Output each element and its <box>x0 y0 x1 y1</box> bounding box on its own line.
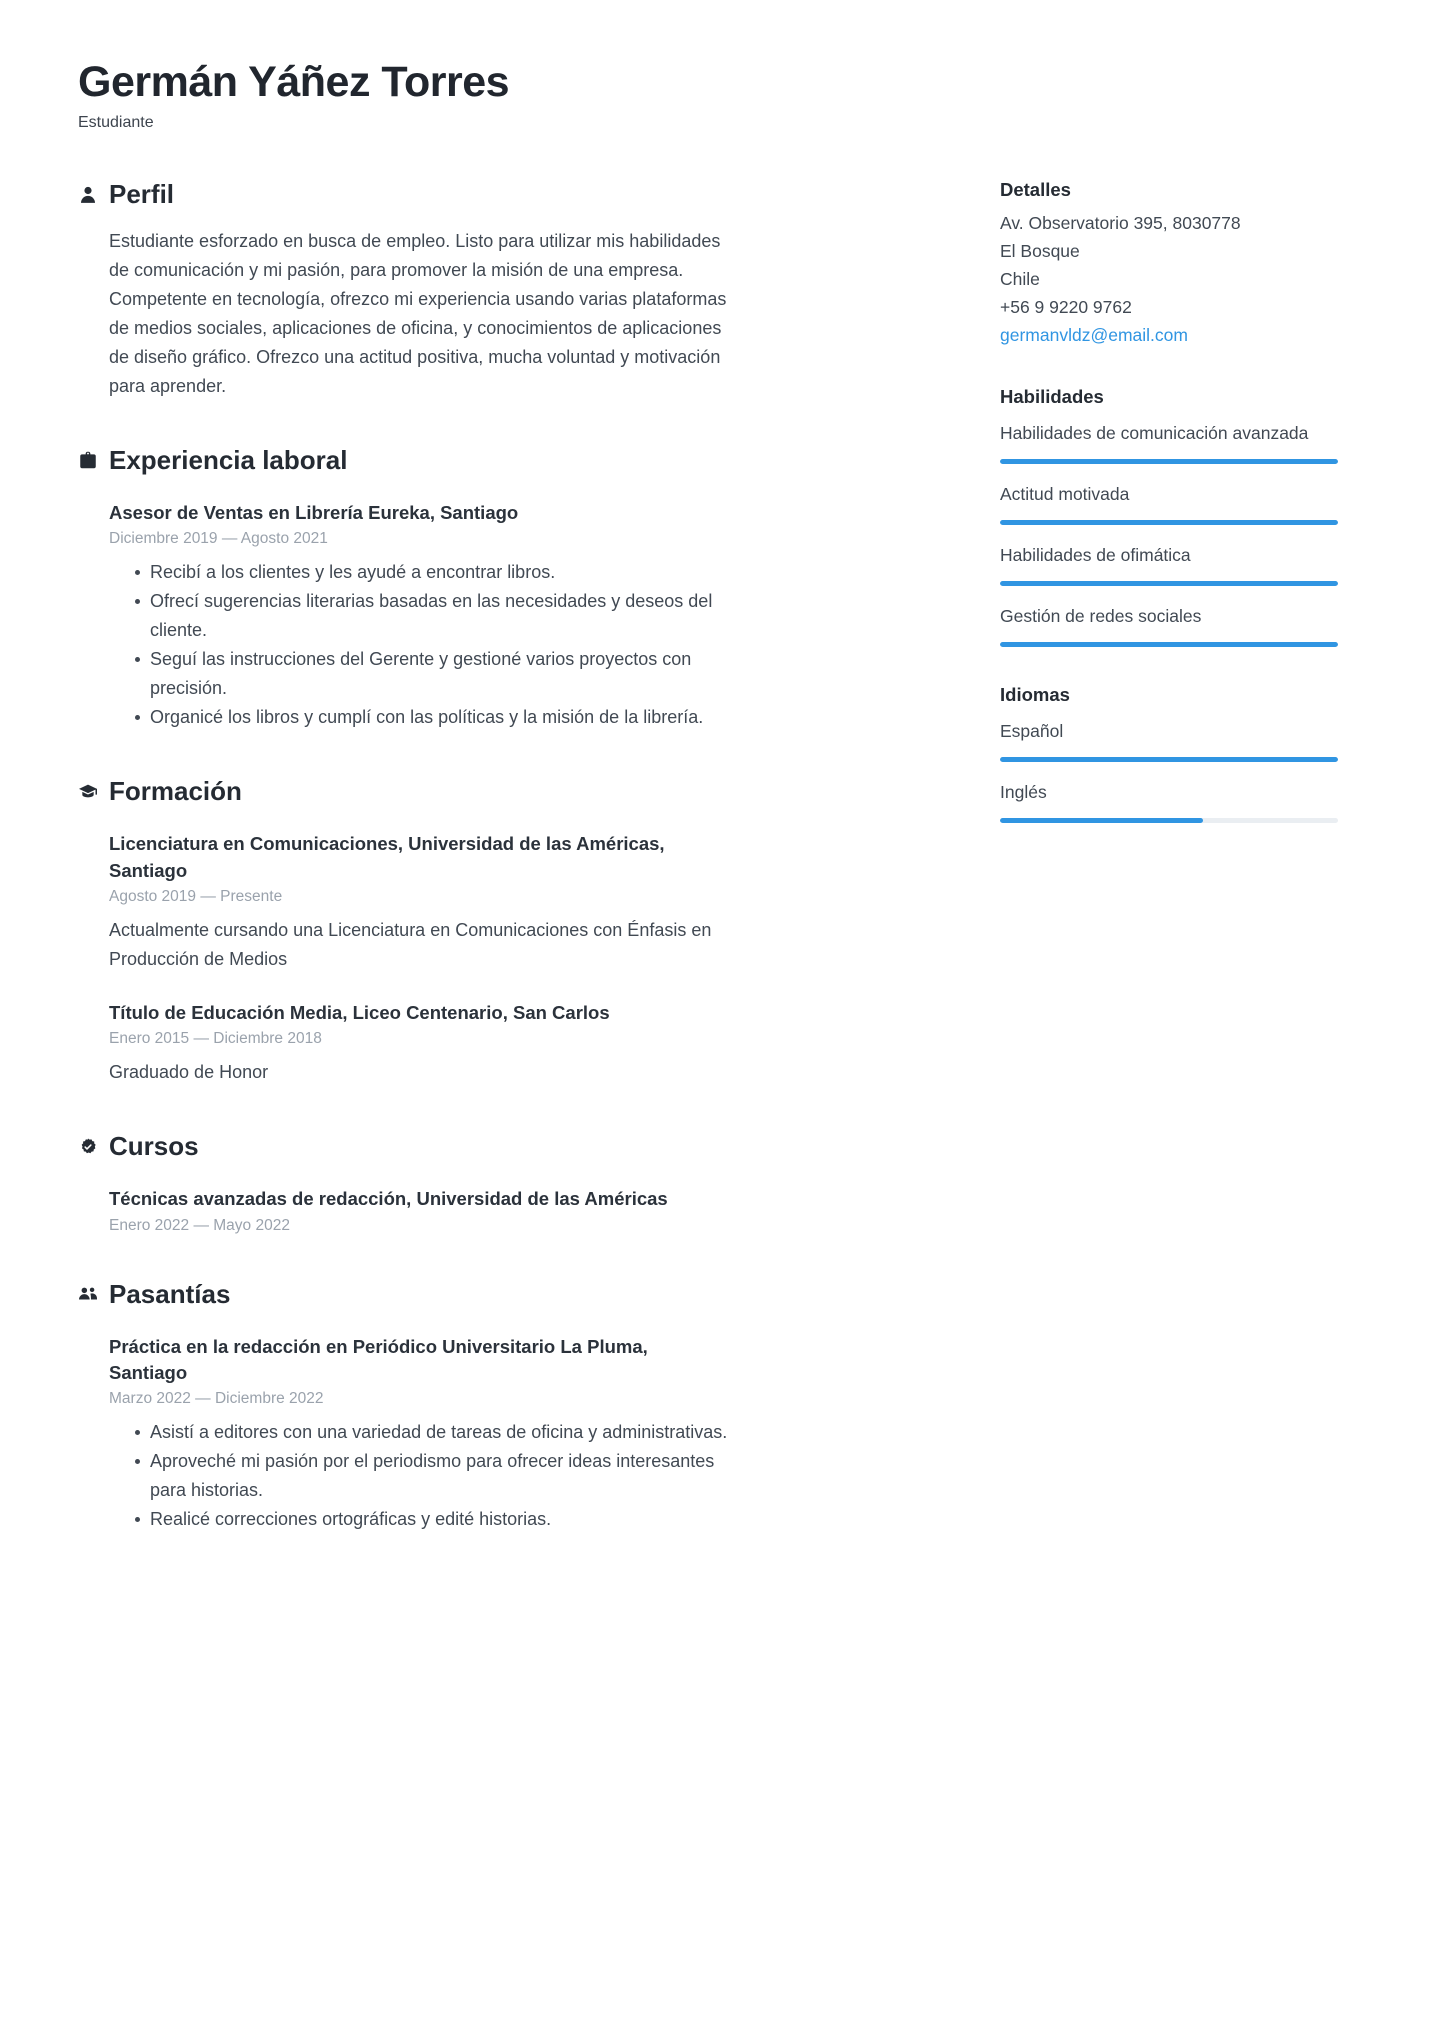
section-experiencia <box>78 445 740 732</box>
skill-label: Habilidades de comunicación avanzada <box>1000 423 1309 444</box>
skill-label: Actitud motivada <box>1000 484 1130 505</box>
address-line: Av. Observatorio 395, 8030778 <box>1000 213 1241 234</box>
sidebar <box>1000 179 1338 1534</box>
education-item-dates: Agosto 2019 — Presente <box>109 887 283 905</box>
experience-item <box>109 500 740 732</box>
language-bar <box>1000 757 1338 762</box>
skill-item <box>1000 481 1338 525</box>
experience-item-dates: Diciembre 2019 — Agosto 2021 <box>109 530 328 548</box>
skill-label: Gestión de redes sociales <box>1000 606 1202 627</box>
education-item <box>109 1000 740 1087</box>
skill-bar-fill <box>1000 520 1338 525</box>
certificate-badge-icon <box>78 1137 98 1157</box>
sidebar-heading-detalles: Detalles <box>1000 179 1071 201</box>
sidebar-section-habilidades <box>1000 386 1338 647</box>
skill-bar-fill <box>1000 581 1338 586</box>
skill-bar <box>1000 581 1338 586</box>
education-item-title: Licenciatura en Comunicaciones, Universidad de las Américas, Santiago <box>109 833 665 881</box>
graduation-cap-icon <box>78 782 98 802</box>
skill-item <box>1000 603 1338 647</box>
language-item <box>1000 779 1338 823</box>
language-bar <box>1000 818 1338 823</box>
course-item <box>109 1186 740 1234</box>
course-item-dates: Enero 2022 — Mayo 2022 <box>109 1216 290 1234</box>
bullet-item: Realicé correcciones ortográficas y edité historias. <box>135 1505 740 1534</box>
sidebar-section-idiomas <box>1000 684 1338 823</box>
internship-item <box>109 1334 740 1535</box>
people-icon <box>78 1284 98 1304</box>
address-line: El Bosque <box>1000 241 1080 262</box>
education-item-dates: Enero 2015 — Diciembre 2018 <box>109 1030 322 1048</box>
perfil-body: Estudiante esforzado en busca de empleo. Listo para utilizar mis habilidades de comunicación y mi pasión, para promover la misión de una empresa. Competente en tecnología, ofrezco mi experiencia usando varias plataformas de medios sociales, aplicaciones de oficina, y conocimientos de aplicaciones de diseño gráfico. Ofrezco una actitud positiva, mucha voluntad y motivación para aprender. <box>109 230 727 396</box>
language-bar-fill <box>1000 757 1338 762</box>
experience-item-title: Asesor de Ventas en Librería Eureka, Santiago <box>109 501 519 523</box>
education-item <box>109 831 740 974</box>
main-column <box>78 179 740 1534</box>
bullet-item: Recibí a los clientes y les ayudé a encontrar libros. <box>135 558 740 587</box>
education-item-description: Actualmente cursando una Licenciatura en Comunicaciones con Énfasis en Producción de Medios <box>109 919 712 969</box>
sidebar-heading-habilidades: Habilidades <box>1000 386 1104 408</box>
skill-label: Habilidades de ofimática <box>1000 545 1191 566</box>
skill-bar <box>1000 459 1338 464</box>
section-perfil <box>78 179 740 400</box>
language-label: Español <box>1000 721 1064 742</box>
course-item-title: Técnicas avanzadas de redacción, Universidad de las Américas <box>109 1188 668 1210</box>
language-label: Inglés <box>1000 782 1047 803</box>
skill-bar <box>1000 520 1338 525</box>
bullet-item: Ofrecí sugerencias literarias basadas en las necesidades y deseos del cliente. <box>135 587 740 645</box>
skill-bar-fill <box>1000 459 1338 464</box>
resume-header <box>78 58 1338 132</box>
education-item-description: Graduado de Honor <box>109 1062 269 1083</box>
section-heading-pasantias: Pasantías <box>109 1278 231 1309</box>
bullet-item: Seguí las instrucciones del Gerente y gestioné varios proyectos con precisión. <box>135 645 740 703</box>
address-line: Chile <box>1000 269 1040 290</box>
skill-bar <box>1000 642 1338 647</box>
phone-number: +56 9 9220 9762 <box>1000 297 1132 318</box>
internship-item-title: Práctica en la redacción en Periódico Universitario La Pluma, Santiago <box>109 1335 648 1383</box>
language-bar-fill <box>1000 818 1203 823</box>
section-pasantias <box>78 1279 740 1535</box>
education-item-title: Título de Educación Media, Liceo Centenario, San Carlos <box>109 1001 610 1023</box>
language-item <box>1000 718 1338 762</box>
person-icon <box>78 185 98 205</box>
page-title: Germán Yáñez Torres <box>78 58 510 106</box>
sidebar-heading-idiomas: Idiomas <box>1000 684 1070 706</box>
job-subtitle: Estudiante <box>78 114 154 132</box>
bullet-item: Aproveché mi pasión por el periodismo para ofrecer ideas interesantes para historias. <box>135 1447 740 1505</box>
internship-item-dates: Marzo 2022 — Diciembre 2022 <box>109 1390 324 1408</box>
briefcase-icon <box>78 450 98 470</box>
experience-bullet-list <box>109 558 740 732</box>
bullet-item: Asistí a editores con una variedad de tareas de oficina y administrativas. <box>135 1418 740 1447</box>
skill-item <box>1000 542 1338 586</box>
section-heading-formacion: Formación <box>109 776 242 807</box>
section-heading-cursos: Cursos <box>109 1131 199 1162</box>
bullet-item: Organicé los libros y cumplí con las políticas y la misión de la librería. <box>135 703 740 732</box>
email-link[interactable]: germanvldz@email.com <box>1000 325 1188 346</box>
skill-item <box>1000 420 1338 464</box>
section-cursos <box>78 1131 740 1234</box>
skill-bar-fill <box>1000 642 1338 647</box>
sidebar-section-detalles <box>1000 179 1338 349</box>
section-heading-perfil: Perfil <box>109 179 175 210</box>
internship-bullet-list <box>109 1418 740 1534</box>
section-heading-experiencia: Experiencia laboral <box>109 444 348 475</box>
section-formacion <box>78 776 740 1087</box>
